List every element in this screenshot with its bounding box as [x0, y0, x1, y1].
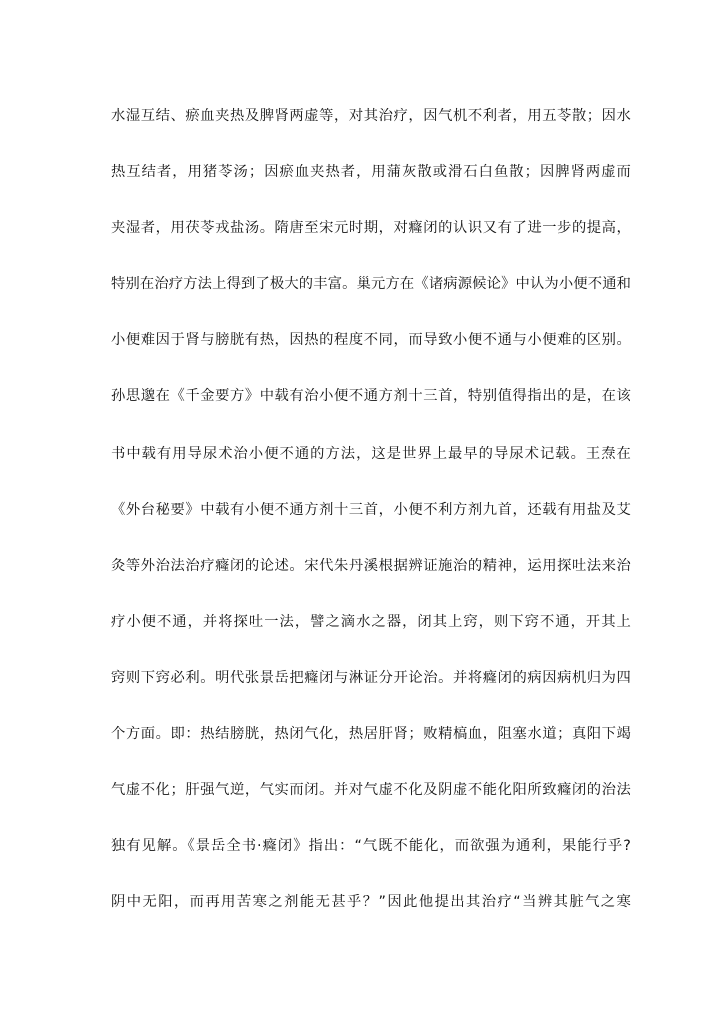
text-line: 《外台秘要》中载有小便不通方剂十三首，小便不利方剂九首，还载有用盐及艾 [111, 502, 631, 518]
text-line: 孙思邈在《千金要方》中载有治小便不通方剂十三首，特别值得指出的是，在该 [111, 388, 631, 404]
text-line: 灸等外治法治疗癃闭的论述。宋代朱丹溪根据辨证施治的精神，运用探吐法来治 [111, 558, 631, 574]
text-line: 夹湿者，用茯苓戎盐汤。隋唐至宋元时期，对癃闭的认识又有了进一步的提高， [111, 220, 631, 236]
text-line: 窍则下窍必利。明代张景岳把癃闭与淋证分开论治。并将癃闭的病因病机归为四 [111, 670, 631, 686]
text-line: 小便难因于肾与膀胱有热，因热的程度不同，而导致小便不通与小便难的区别。 [111, 332, 631, 348]
text-line: 热互结者，用猪苓汤；因瘀血夹热者，用蒲灰散或滑石白鱼散；因脾肾两虚而 [111, 164, 631, 180]
text-line: 个方面。即：热结膀胱，热闭气化，热居肝肾；败精槁血，阻塞水道；真阳下竭 [111, 726, 631, 742]
text-line: 疗小便不通，并将探吐一法，譬之滴水之器，闭其上窍，则下窍不通，开其上 [111, 614, 631, 630]
text-line: 水湿互结、瘀血夹热及脾肾两虚等，对其治疗，因气机不利者，用五苓散；因水 [111, 108, 631, 124]
text-line: 书中载有用导尿术治小便不通的方法，这是世界上最早的导尿术记载。王焘在 [111, 446, 631, 462]
text-line: 气虚不化；肝强气逆，气实而闭。并对气虚不化及阴虚不能化阳所致癃闭的治法 [111, 782, 631, 798]
text-line: 独有见解。《景岳全书·癃闭》指出：“气既不能化，而欲强为通利，果能行乎? [111, 838, 631, 854]
text-line: 阴中无阳，而再用苦寒之剂能无甚乎？”因此他提出其治疗“当辨其脏气之寒 [111, 894, 631, 910]
text-line: 特别在治疗方法上得到了极大的丰富。巢元方在《诸病源候论》中认为小便不通和 [111, 276, 631, 292]
